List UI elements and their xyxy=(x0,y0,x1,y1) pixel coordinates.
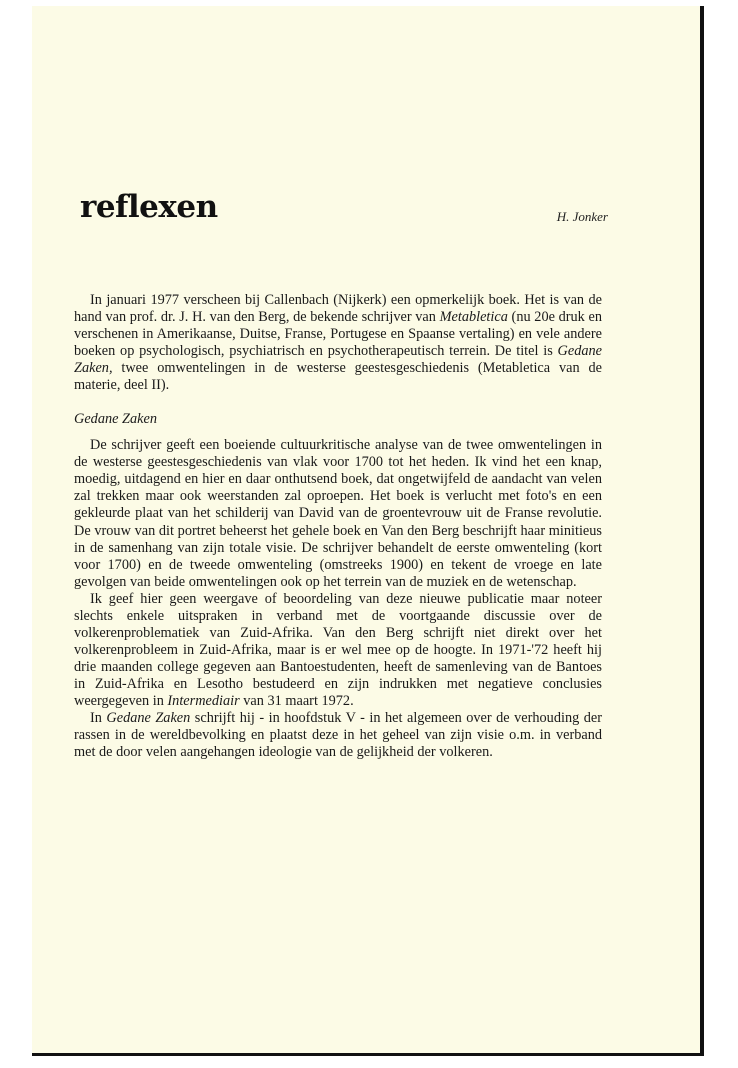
article-body xyxy=(74,292,602,761)
intro-paragraph: In januari 1977 verscheen bij Callenbach (Nijkerk) een opmerkelijk boek. Het is van de hand van prof. dr. J. H. van den Berg, de bekende schrijver van Metabletica (nu 20e druk en verschenen in Amerikaanse, Duitse, Franse, Portugese en Spaanse vertaling) en vele andere boeken op psychologisch, psychiatrisch en psychotherapeutisch terrein. De titel is Gedane Zaken, twee omwentelingen in de westerse geestesgeschiedenis (Metabletica van de materie, deel II). xyxy=(74,292,602,394)
article-title: reflexen xyxy=(80,189,218,225)
paragraph-1: De schrijver geeft een boeiende cultuurkritische analyse van de twee omwentelingen in de westerse geestesgeschiedenis van vlak voor 1700 tot het heden. Ik vind het een knap, moedig, uitdagend en hier en daar onthutsend boek, dat ongetwijfeld de aandacht van velen zal trekken maar ook weerstanden zal oproepen. Het boek is verlucht met foto's en een gekleurde plaat van het schilderij van David van de groentevrouw uit de Franse revolutie. De vrouw van dit portret beheerst het gehele boek en Van den Berg beschrijft haar minitieus in de samenhang van zijn totale visie. De schrijver behandelt de eerste omwenteling (kort voor 1700) en de tweede omwenteling (omstreeks 1900) en tekent de vroege en late gevolgen van beide omwentelingen ook op het terrein van de muziek en de wetenschap. xyxy=(74,437,602,590)
paragraph-2: Ik geef hier geen weergave of beoordeling van deze nieuwe publicatie maar noteer slechts enkele uitspraken in verband met de voortgaande discussie over de volkerenproblematiek van Zuid-Afrika. Van den Berg schrijft niet direkt over het volkerenprobleem in Zuid-Afrika, maar is er wel mee op de hoogte. In 1971-'72 heeft hij drie maanden college gegeven aan Bantoestudenten, heeft de samenleving van de Bantoes in Zuid-Afrika en Lesotho bestudeerd en zijn indrukken met negatieve conclusies weergegeven in Intermediair van 31 maart 1972. xyxy=(74,590,602,709)
section-heading: Gedane Zaken xyxy=(74,411,157,428)
paragraph-3: In Gedane Zaken schrijft hij - in hoofdstuk V - in het algemeen over de verhouding der rassen in de wereldbevolking en plaatst deze in het geheel van zijn visie o.m. in verband met de door velen aangehangen ideologie van de gelijkheid der volkeren. xyxy=(74,710,602,761)
author-name: H. Jonker xyxy=(556,209,608,224)
document-page xyxy=(32,6,704,1056)
